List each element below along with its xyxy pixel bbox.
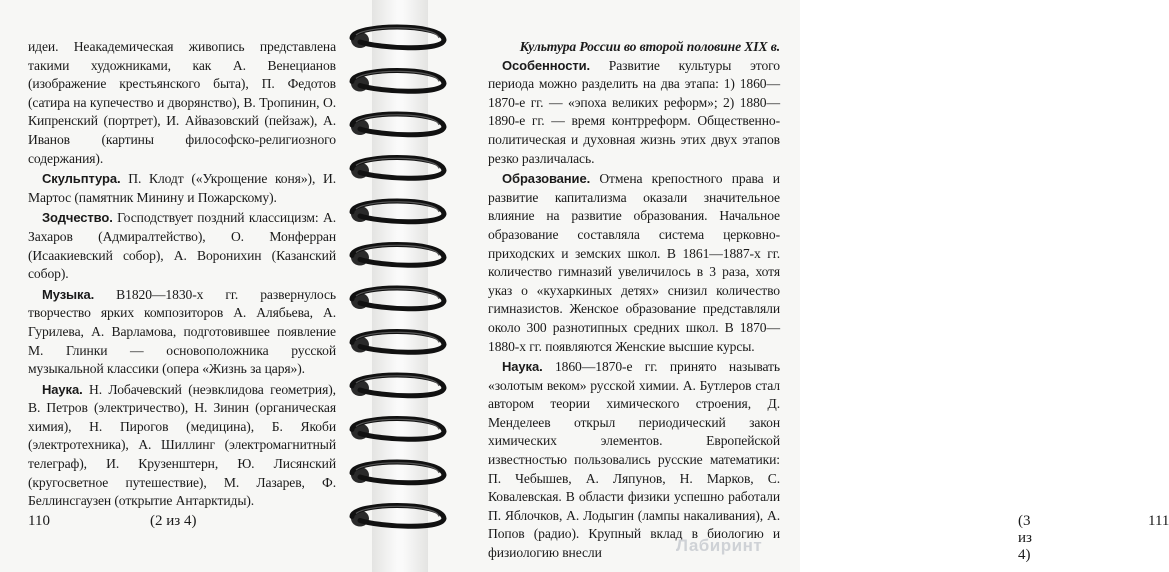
- paragraph-text: идеи. Неакадемическая живопись представлена такими художниками, как А. Венецианов (изображение крестьянского быта), П. Федотов (сатира на купечество и дворянство), В. Тропинин, О. Кипренский (портрет), И. Айвазовский (пейзаж), А. Иванов (картины философско-религиозного содержания).: [28, 39, 336, 166]
- binding-ring: [351, 462, 444, 483]
- binding-ring: [351, 332, 444, 353]
- paragraph-heading: Образование.: [502, 171, 591, 187]
- right-page: [428, 0, 1169, 572]
- paragraph-text: 1860—1870-е гг. принято называть «золотым веком» русской химии. А. Бутлеров стал автором теории химического строения, Д. Менделеев открыл периодический закон химических элементов. Европейской известностью пользовались русские математики: П. Чебышев, А. Ляпунов, Н. Марков, С. Ковалевская. В области физики успешно работали П. Яблочков, А. Лодыгин (лампы накаливания), А. Попов (радио). Крупный вклад в биологию и физиологию внесли: [488, 359, 780, 561]
- paragraph-text: Отмена крепостного права и развитие капитализма оказали значительное влияние на развитие образования. Начальное образование составляла система церковно-приходских и земских школ. В 1861—1887-х гг. количество гимназий увеличилось в 3 раза, хотя указ о «кухаркиных детях» снизил количество гимназистов. Женское образование представляли около 300 разнотипных средних школ. В 1870—1880-х гг. появляются Женские высшие курсы.: [488, 171, 780, 354]
- watermark-logo: [676, 536, 762, 556]
- binding-ring: [351, 419, 444, 440]
- paragraph: [488, 170, 780, 356]
- paragraph-heading: Наука.: [42, 381, 83, 397]
- paragraph-heading: Зодчество.: [42, 210, 113, 226]
- left-page: [0, 0, 372, 572]
- binding-ring: [351, 375, 444, 396]
- paragraph-heading: Особенности.: [502, 57, 591, 73]
- binding-ring: [351, 201, 444, 222]
- paragraph: [488, 358, 780, 563]
- binding-ring: [351, 71, 444, 92]
- paragraph: [28, 209, 336, 283]
- paragraph-heading: Музыка.: [42, 286, 95, 302]
- right-page-number: 111: [1148, 513, 1169, 529]
- binding-ring: [351, 506, 444, 527]
- paragraph-heading: Наука.: [502, 359, 543, 375]
- spiral-binding: [338, 14, 458, 554]
- watermark-text: Лабиринт: [676, 536, 763, 555]
- paragraph-text: Господствует поздний классицизм: А. Захаров (Адмиралтейство), О. Монферран (Исаакиевский собор), А. Воронихин (Казанский собор).: [28, 210, 336, 282]
- paragraph-text: Развитие культуры этого периода можно разделить на два этапа: 1) 1860—1870-е гг. — «эпоха великих реформ»; 2) 1880—1890-е гг. — время контрреформ. Общественно-политическая и духовная жизнь этих двух этапов резко различалась.: [488, 57, 780, 166]
- paragraph-text: Н. Лобачевский (неэвклидова геометрия), В. Петров (электричество), Н. Зинин (органическая химия), Н. Пирогов (медицина), Б. Якоби (электротехника), А. Шиллинг (электромагнитный телеграф), И. Крузенштерн, Ю. Лисянский (кругосветное путешествие), М. Лазарев, Ф. Беллинсгаузен (открытие Антарктиды).: [28, 381, 336, 509]
- paragraph-text: В1820—1830-х гг. развернулось творчество ярких композиторов А. Алябьева, А. Гурилева, А. Варламова, подготовившее появление М. Глинки — основоположника русской музыкальной классики (опера «Жизнь за царя»).: [28, 286, 336, 377]
- paragraph: [28, 170, 336, 207]
- paragraph-text: П. Клодт («Укрощение коня»), И. Мартос (памятник Минину и Пожарскому).: [28, 171, 336, 205]
- paragraph: [28, 38, 336, 168]
- binding-ring: [351, 27, 444, 48]
- paragraph: [488, 57, 780, 169]
- paragraph-heading: Скульптура.: [42, 171, 121, 187]
- right-page-text: [488, 38, 780, 565]
- paragraph: [28, 286, 336, 379]
- left-page-text: [28, 38, 336, 513]
- binding-ring: [351, 245, 444, 266]
- binding-ring: [351, 158, 444, 179]
- left-page-number: 110: [28, 513, 50, 529]
- left-part-label: (2 из 4): [150, 513, 197, 529]
- binding-ring: [351, 288, 444, 309]
- paragraph: [28, 381, 336, 511]
- binding-ring: [351, 114, 444, 135]
- section-title: Культура России во второй половине XIX в.: [519, 39, 780, 54]
- right-part-label: (3 из 4): [1018, 513, 1032, 563]
